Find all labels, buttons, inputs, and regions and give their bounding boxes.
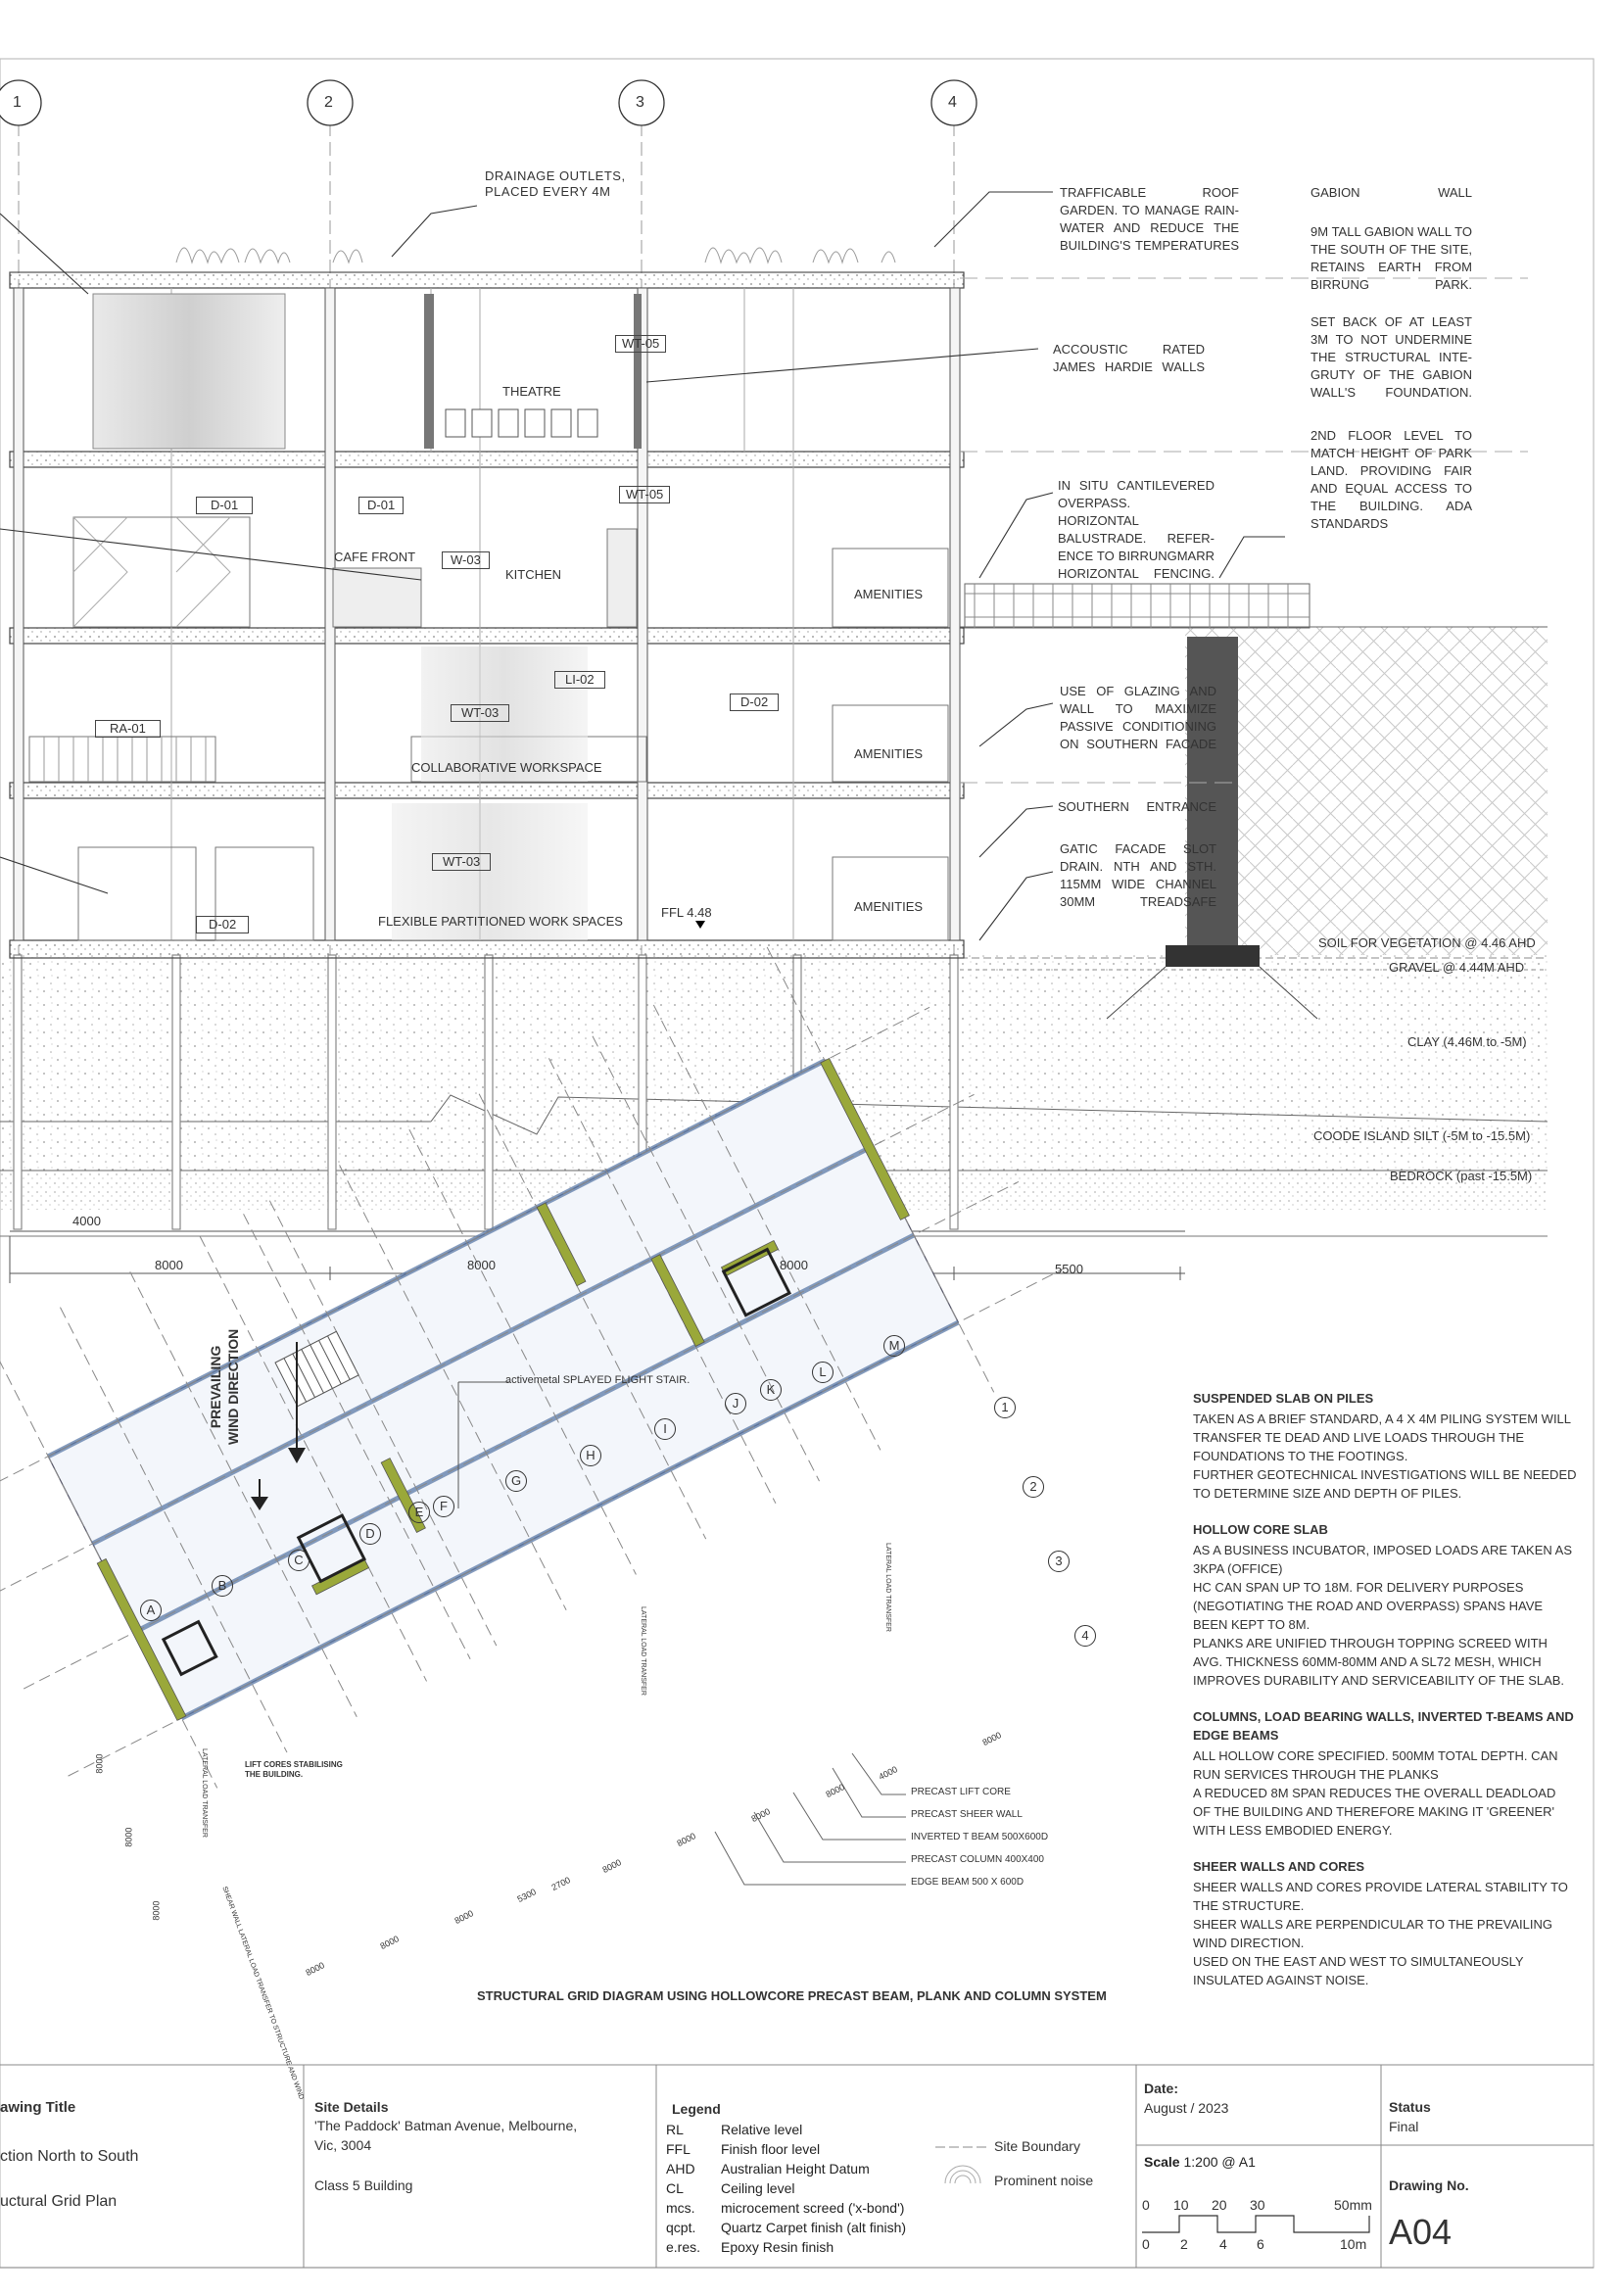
note-body-2: AS A BUSINESS INCUBATOR, IMPOSED LOADS ARE TAKEN AS 3KPA (OFFICE) HC CAN SPAN UP TO 18M. FOR DELIVERY PURPOSES (NEGOTIATING THE ROAD AND OVERPASS) SPANS HAVE BEEN KEPT TO 8M. PLANKS ARE UNIFIED THROUGH TOPPING SCREED WITH AVG. THICKNESS 60MM-80MM AND A SL72 MESH, WHICH IMPROVES DURABILITY AND SERVICEABILITY OF THE SLAB. (1193, 1543, 1572, 1688)
plan-legend-3: INVERTED T BEAM 500X600D (911, 1832, 1049, 1842)
legend-abbr: FFL (666, 2141, 691, 2157)
legend-abbr: AHD (666, 2161, 695, 2176)
note-overpass: IN SITU CANTILEVERED OVERPASS. HORIZONTAL BALUSTRADE. REFER-ENCE TO BIRRUNGMARR HORIZONTAL FENCING. (1058, 478, 1215, 581)
plan-legend-4: PRECAST COLUMN 400X400 (911, 1854, 1044, 1865)
scale-bottom-1: 2 (1180, 2236, 1188, 2252)
date-label: Date: (1144, 2081, 1179, 2096)
plan-transfer-1: LATERAL LOAD TRANSFER (884, 1543, 891, 1632)
tag-wt05a: WT-05 (615, 335, 666, 353)
gabion-note-title: GABION WALL (1310, 185, 1472, 200)
legend-abbr: qcpt. (666, 2220, 696, 2235)
plan-caption: STRUCTURAL GRID DIAGRAM USING HOLLOWCORE PRECAST BEAM, PLANK AND COLUMN SYSTEM (477, 1988, 1107, 2003)
plan-bubble-C: C (288, 1550, 310, 1571)
soil-coode: COODE ISLAND SILT (-5M to -15.5M) (1313, 1128, 1531, 1143)
stair-note: activemetal SPLAYED FLIGHT STAIR. (505, 1374, 691, 1386)
legend-desc: Quartz Carpet finish (alt finish) (721, 2220, 907, 2235)
legend-desc: Australian Height Datum (721, 2161, 870, 2176)
tag-w03: W-03 (442, 551, 490, 569)
plan-bubble-K: K (760, 1379, 782, 1401)
note-body-4: SHEER WALLS AND CORES PROVIDE LATERAL STABILITY TO THE STRUCTURE. SHEER WALLS ARE PERPENDICULAR TO THE PREVAILING WIND DIRECTION. USED ON THE EAST AND WEST TO SIMULTANEOUSLY INSULATED AGAINST NOISE. (1193, 1880, 1568, 1987)
scale-top-1: 10 (1173, 2197, 1189, 2213)
note-heading-3: COLUMNS, LOAD BEARING WALLS, INVERTED T-BEAMS AND EDGE BEAMS (1193, 1709, 1574, 1743)
tag-li02: LI-02 (554, 671, 605, 689)
scale-value: 1:200 @ A1 (1183, 2154, 1256, 2170)
room-cafe: CAFE FRONT (334, 550, 416, 564)
legend-label: Legend (672, 2101, 721, 2117)
legend-row (666, 2139, 906, 2159)
note-body-1: TAKEN AS A BRIEF STANDARD, A 4 X 4M PILING SYSTEM WILL TRANSFER TE DEAD AND LIVE LOADS THROUGH THE FOUNDATIONS TO THE FOOTINGS. FURTHER GEOTECHNICAL INVESTIGATIONS WILL BE NEEDED TO DETERMINE SIZE AND DEPTH OF PILES. (1193, 1411, 1577, 1501)
note-southern: SOUTHERN ENTRANCE (1058, 799, 1216, 814)
soil-bedrock: BEDROCK (past -15.5M) (1390, 1169, 1533, 1183)
plan-bubble-J: J (725, 1393, 746, 1414)
plan-dim-7: 8000 (675, 1831, 697, 1849)
plan-bubble-3: 3 (1048, 1551, 1070, 1572)
scale-top-3: 30 (1250, 2197, 1265, 2213)
dim-span-1: 8000 (155, 1258, 183, 1272)
plan-dim-3: 8000 (453, 1908, 475, 1927)
plan-bubble-E: E (408, 1502, 430, 1523)
note-heading-4: SHEER WALLS AND CORES (1193, 1859, 1365, 1874)
plan-dim-4: 5300 (515, 1887, 538, 1905)
room-kitchen: KITCHEN (505, 567, 562, 582)
status-label: Status (1389, 2099, 1431, 2115)
plan-side-dim-3: 8000 (151, 1900, 162, 1921)
tag-wt03b: WT-03 (432, 853, 491, 871)
drawing-title-2: uctural Grid Plan (0, 2193, 118, 2210)
dim-span-4: 5500 (1055, 1262, 1083, 1276)
plan-legend-2: PRECAST SHEER WALL (911, 1809, 1023, 1820)
gabion-note-3: 2ND FLOOR LEVEL TO MATCH HEIGHT OF PARK LAND. PROVIDING FAIR AND EQUAL ACCESS TO THE BUILDING. ADA STANDARDS (1310, 428, 1472, 531)
scale-top-0: 0 (1142, 2197, 1150, 2213)
plan-bubble-1: 1 (994, 1397, 1016, 1418)
lift-note: LIFT CORES STABILISING THE BUILDING. (245, 1760, 343, 1779)
legend-row (666, 2159, 906, 2178)
drawing-title-1: ction North to South (0, 2148, 139, 2165)
plan-dim-1: 8000 (304, 1960, 326, 1979)
plan-dim-5: 2700 (549, 1875, 572, 1893)
scale-bottom-3: 6 (1257, 2236, 1264, 2252)
plan-transfer-4: SHEAR WALL LATERAL LOAD TRANSFER TO STRUCTURE AND WIND (220, 1886, 305, 2101)
tag-ra01: RA-01 (95, 720, 161, 738)
soil-gravel: GRAVEL @ 4.44M AHD (1389, 960, 1525, 975)
drawing-no-label: Drawing No. (1389, 2177, 1469, 2193)
plan-legend-5: EDGE BEAM 500 X 600D (911, 1877, 1024, 1888)
legend-abbr: e.res. (666, 2239, 701, 2255)
note-body-3: ALL HOLLOW CORE SPECIFIED. 500MM TOTAL DEPTH. CAN RUN SERVICES THROUGH THE PLANKS A REDUCED 8M SPAN REDUCES THE OVERALL DEADLOAD OF THE BUILDING AND THEREFORE MAKING IT 'GREENER' WITH LESS EMBODIED ENERGY. (1193, 1748, 1558, 1838)
plan-side-dim-1: 8000 (94, 1753, 105, 1774)
legend-row (666, 2198, 906, 2218)
dim-4000: 4000 (72, 1214, 101, 1228)
plan-dim-8: 8000 (749, 1806, 772, 1825)
plan-bubble-H: H (580, 1445, 601, 1466)
note-heading-1: SUSPENDED SLAB ON PILES (1193, 1391, 1374, 1406)
note-trafficable: TRAFFICABLE ROOF GARDEN. TO MANAGE RAIN-WATER AND REDUCE THE BUILDING'S TEMPERATURES (1060, 185, 1239, 253)
legend-list (666, 2120, 906, 2257)
tag-wt05b: WT-05 (619, 486, 670, 503)
grid-label-3: 3 (636, 94, 644, 111)
plan-bubble-D: D (359, 1523, 381, 1545)
plan-bubble-B: B (212, 1575, 233, 1597)
grid-label-1: 1 (13, 94, 22, 111)
plan-bubble-I: I (654, 1418, 676, 1440)
room-amenities-g: AMENITIES (854, 899, 924, 914)
plan-bubble-2: 2 (1023, 1476, 1044, 1498)
legend-abbr: RL (666, 2122, 684, 2137)
legend-row (666, 2237, 906, 2257)
legend-desc: microcement screed ('x-bond') (721, 2200, 905, 2216)
plan-dim-6: 8000 (600, 1857, 623, 1876)
plan-dim-9: 8000 (824, 1782, 846, 1800)
site-line-2: Vic, 3004 (314, 2137, 372, 2153)
grid-label-2: 2 (324, 94, 333, 111)
plan-bubble-4: 4 (1074, 1625, 1096, 1647)
dim-span-3: 8000 (780, 1258, 808, 1272)
site-line-3: Class 5 Building (314, 2177, 413, 2193)
dim-span-2: 8000 (467, 1258, 496, 1272)
plan-bubble-F: F (433, 1496, 454, 1517)
legend-row (666, 2178, 906, 2198)
plan-bubble-A: A (140, 1600, 162, 1621)
legend-desc: Relative level (721, 2122, 803, 2137)
legend-desc: Ceiling level (721, 2180, 795, 2196)
grid-label-4: 4 (948, 94, 957, 111)
structural-notes (1193, 1389, 1577, 2007)
plan-dim-2: 8000 (378, 1934, 401, 1952)
soil-vegetation: SOIL FOR VEGETATION @ 4.46 AHD (1318, 935, 1536, 950)
date-value: August / 2023 (1144, 2100, 1229, 2116)
room-amenities-2: AMENITIES (854, 587, 924, 601)
plan-dim-10: 8000 (980, 1730, 1003, 1748)
site-line-1: 'The Paddock' Batman Avenue, Melbourne, (314, 2118, 578, 2133)
legend-abbr: CL (666, 2180, 684, 2196)
legend-row (666, 2218, 906, 2237)
plan-dim-11: 4000 (877, 1764, 899, 1783)
gabion-note-2: SET BACK OF AT LEAST 3M TO NOT UNDERMINE THE STRUCTURAL INTE-GRUTY OF THE GABION WALL'S FOUNDATION. (1310, 314, 1472, 400)
plan-bubble-L: L (812, 1362, 834, 1383)
scale-top-2: 20 (1212, 2197, 1227, 2213)
tag-d02a: D-02 (730, 694, 779, 711)
gabion-note-1: 9M TALL GABION WALL TO THE SOUTH OF THE SITE, RETAINS EARTH FROM BIRRUNG PARK. (1310, 224, 1472, 292)
note-gatic: GATIC FACADE SLOT DRAIN. NTH AND STH. 115MM WIDE CHANNEL 30MM TREADSAFE (1060, 841, 1216, 909)
note-glazing: USE OF GLAZING AND WALL TO MAXIMIZE PASSIVE CONDITIONING ON SOUTHERN FACADE (1060, 684, 1216, 751)
drawing-title-label: awing Title (0, 2099, 76, 2116)
plan-side-dim-2: 8000 (123, 1827, 134, 1847)
plan-transfer-3: LATERAL LOAD TRANSFER (201, 1748, 208, 1838)
room-amenities-1: AMENITIES (854, 746, 924, 761)
site-details-label: Site Details (314, 2099, 389, 2115)
tag-d01a: D-01 (196, 497, 253, 514)
soil-clay: CLAY (4.46M to -5M) (1407, 1034, 1527, 1049)
legend-row (666, 2120, 906, 2139)
plan-transfer-2: LATERAL LOAD TRANSFER (640, 1606, 646, 1696)
room-collab: COLLABORATIVE WORKSPACE (411, 760, 602, 775)
legend-noise: Prominent noise (994, 2173, 1094, 2188)
scale-row (1144, 2154, 1256, 2170)
drawing-no-value: A04 (1389, 2212, 1453, 2252)
legend-abbr: mcs. (666, 2200, 695, 2216)
tag-d01b: D-01 (358, 497, 404, 514)
note-drainage: DRAINAGE OUTLETS, PLACED EVERY 4M (485, 168, 626, 200)
ffl-label: FFL 4.48 (661, 905, 712, 920)
legend-desc: Epoxy Resin finish (721, 2239, 834, 2255)
plan-legend-1: PRECAST LIFT CORE (911, 1787, 1011, 1797)
scale-bottom-4: 10m (1340, 2236, 1367, 2252)
legend-site-boundary: Site Boundary (994, 2138, 1080, 2154)
tag-wt03a: WT-03 (451, 704, 509, 722)
room-theatre: THEATRE (502, 384, 561, 399)
tag-d02b: D-02 (196, 916, 249, 933)
plan-bubble-M: M (883, 1335, 905, 1357)
note-accoustic: ACCOUSTIC RATED JAMES HARDIE WALLS (1053, 342, 1205, 374)
scale-bottom-0: 0 (1142, 2236, 1150, 2252)
wind-direction-label: PREVAILING WIND DIRECTION (208, 1328, 241, 1445)
scale-label: Scale (1144, 2154, 1180, 2170)
scale-bottom-2: 4 (1219, 2236, 1227, 2252)
scale-top-4: 50mm (1334, 2197, 1372, 2213)
legend-desc: Finish floor level (721, 2141, 821, 2157)
note-heading-2: HOLLOW CORE SLAB (1193, 1522, 1328, 1537)
room-flexible: FLEXIBLE PARTITIONED WORK SPACES (378, 914, 623, 929)
status-value: Final (1389, 2119, 1419, 2134)
plan-bubble-G: G (505, 1470, 527, 1492)
